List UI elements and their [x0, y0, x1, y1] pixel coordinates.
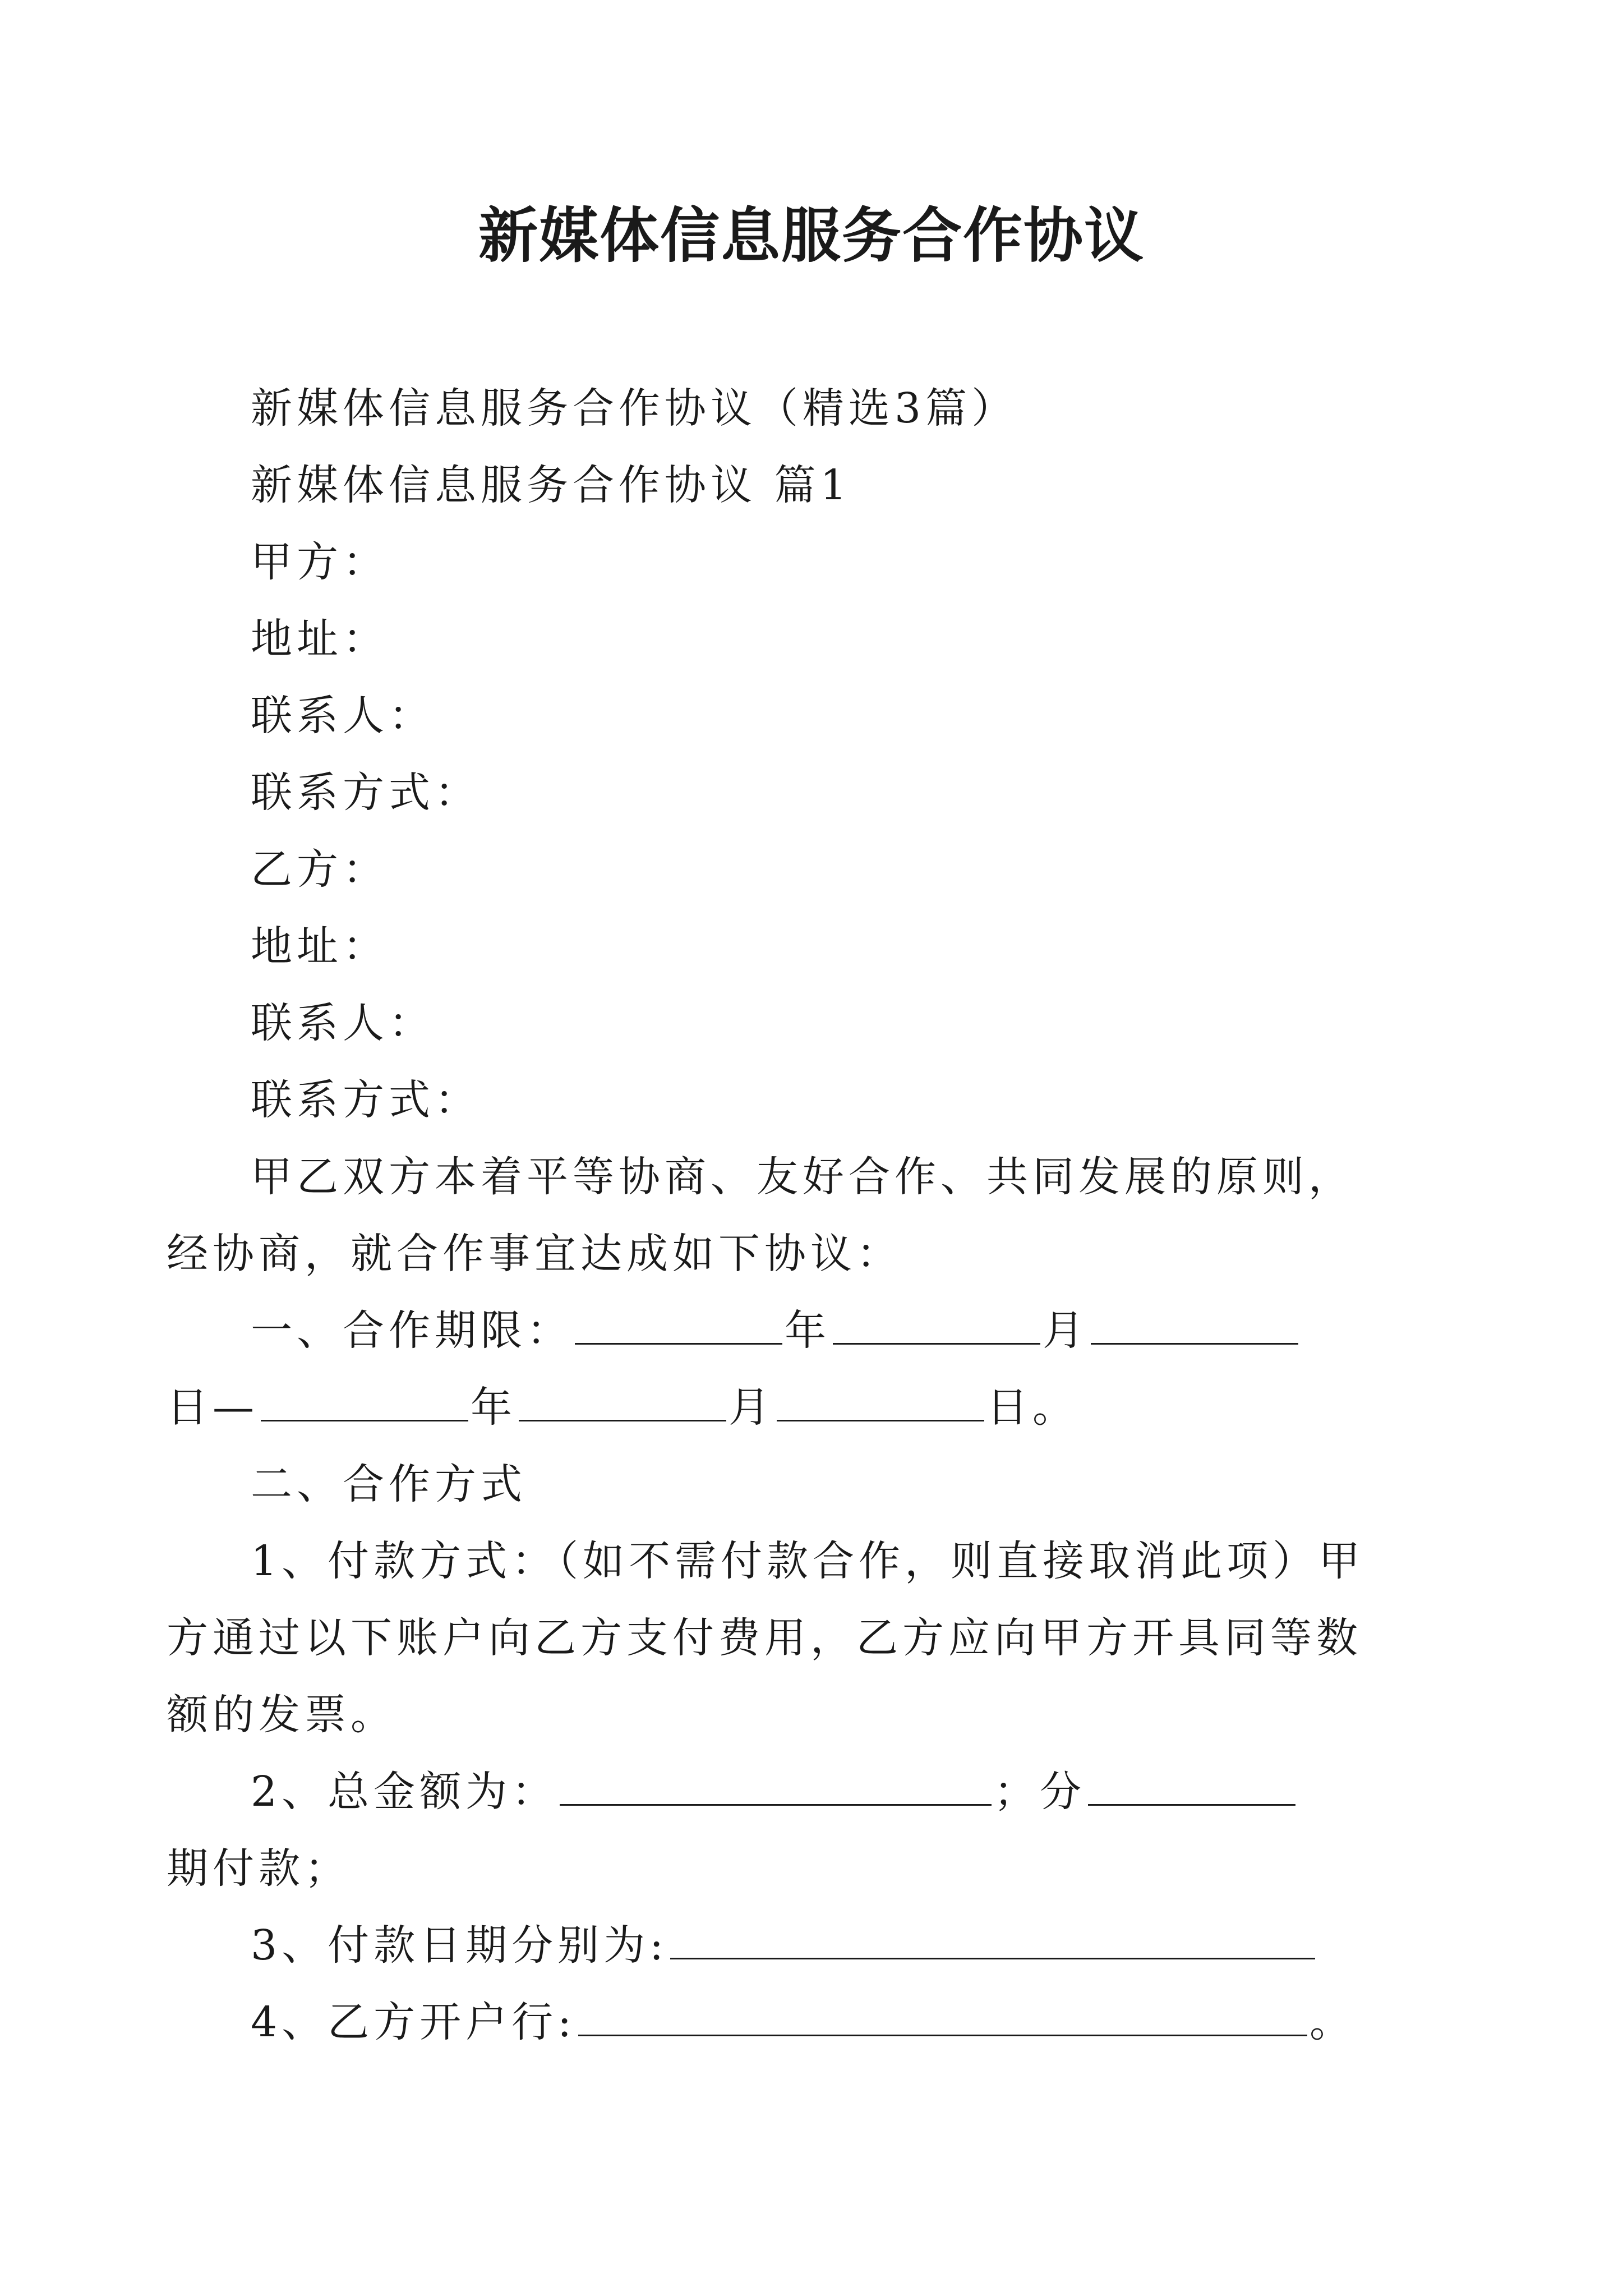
blank-field [578, 1994, 1307, 2036]
blank-field [560, 1764, 992, 1806]
party-b-contact-method-label: 联系方式： [251, 1076, 481, 1124]
day-end-label: 日。 [986, 1383, 1078, 1432]
blank-field [1088, 1764, 1295, 1806]
installments-label: ；分 [994, 1768, 1086, 1816]
paragraph-line: 额的发票。 [167, 1691, 396, 1739]
year-label: 年 [785, 1306, 831, 1355]
blank-field [1091, 1303, 1298, 1345]
payment-date-line [251, 1907, 1384, 1984]
bank-line [251, 1984, 1384, 2061]
party-b-address-label: 地址： [251, 922, 389, 970]
year-label: 年 [471, 1383, 517, 1432]
term-line [251, 1292, 1384, 1369]
document-body [167, 370, 1384, 2061]
period-mark: 。 [1310, 1998, 1356, 2046]
paragraph-line: 方通过以下账户向乙方支付费用，乙方应向甲方开具同等数 [167, 1614, 1362, 1662]
blank-field [833, 1303, 1040, 1345]
document-title: 新媒体信息服务合作协议 [478, 200, 1145, 270]
month-label: 月 [1043, 1306, 1089, 1355]
party-a-contact-method-label: 联系方式： [251, 769, 481, 817]
section-heading: 二、合作方式 [251, 1460, 527, 1508]
term-label: 一、合作期限： [251, 1306, 573, 1355]
amount-label: 2、总金额为： [251, 1768, 558, 1816]
day-label: 日— [167, 1383, 259, 1432]
party-a-label: 甲方： [251, 538, 389, 586]
paragraph-line: 1、付款方式：（如不需付款合作，则直接取消此项）甲 [251, 1537, 1365, 1585]
blank-field [777, 1379, 984, 1421]
paragraph-text: 甲乙双方本着平等协商、友好合作、共同发展的原则， [251, 1153, 1354, 1201]
paragraph-line [167, 1139, 1384, 1216]
blank-field [575, 1303, 782, 1345]
section-heading: 新媒体信息服务合作协议 篇1 [251, 461, 851, 509]
blank-field [519, 1379, 726, 1421]
party-b-contact-label: 联系人： [251, 999, 435, 1047]
paragraph-line: 期付款； [167, 1844, 351, 1893]
subtitle-line: 新媒体信息服务合作协议（精选3篇） [251, 384, 1018, 432]
blank-field [670, 1917, 1315, 1959]
term-line [167, 1369, 1384, 1446]
amount-line [251, 1754, 1384, 1830]
party-a-address-label: 地址： [251, 615, 389, 663]
month-label: 月 [728, 1383, 774, 1432]
bank-label: 4、乙方开户行: [251, 1998, 577, 2046]
blank-field [261, 1379, 468, 1421]
payment-date-label: 3、付款日期分别为: [251, 1921, 668, 1970]
party-a-contact-label: 联系人： [251, 692, 435, 740]
party-b-label: 乙方： [251, 845, 389, 894]
paragraph-line: 经协商，就合作事宜达成如下协议： [167, 1230, 902, 1278]
